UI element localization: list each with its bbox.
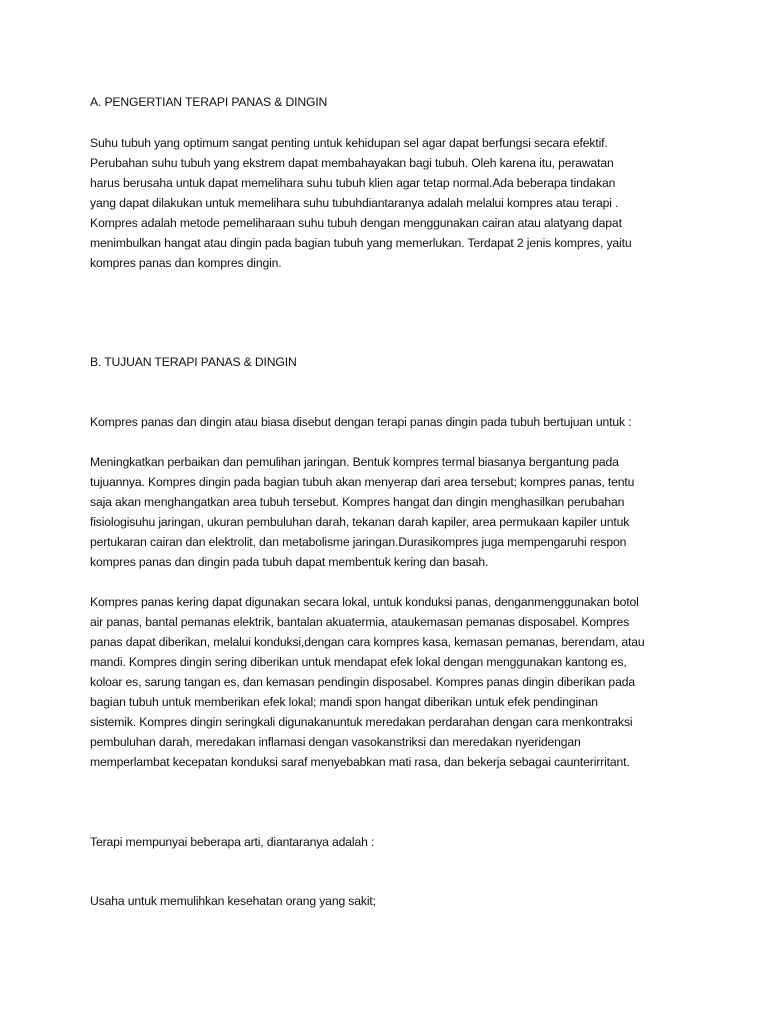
- section-a-line-6: menimbulkan hangat atau dingin pada bagian tubuh yang memerlukan. Terdapat 2 jenis kompres, yaitu: [90, 236, 632, 250]
- section-b-p2-line-2: air panas, bantal pemanas elektrik, bantalan akuatermia, ataukemasan pemanas disposabel. Kompres: [90, 615, 630, 629]
- section-b-p2-line-6: bagian tubuh untuk memberikan efek lokal; mandi spon hangat diberikan untuk efek pendinginan: [90, 695, 598, 709]
- section-a-line-5: Kompres adalah metode pemeliharaan suhu tubuh dengan menggunakan cairan atau alatyang dapat: [90, 216, 622, 230]
- section-a-line-3: harus berusaha untuk dapat memelihara suhu tubuh klien agar tetap normal.Ada beberapa tindakan: [90, 176, 616, 190]
- section-a-line-1: Suhu tubuh yang optimum sangat penting untuk kehidupan sel agar dapat berfungsi secara efektif.: [90, 136, 608, 150]
- section-a-line-2: Perubahan suhu tubuh yang ekstrem dapat membahayakan bagi tubuh. Oleh karena itu, perawatan: [90, 156, 614, 170]
- section-b-p1-line-2: tujuannya. Kompres dingin pada bagian tubuh akan menyerap dari area tersebut; kompres panas, tentu: [90, 475, 635, 489]
- section-b-p2-line-3: panas dapat diberikan, melalui konduksi,dengan cara kompres kasa, kemasan pemanas, berendam, atau: [90, 635, 645, 649]
- section-b-p2-line-1: Kompres panas kering dapat digunakan secara lokal, untuk konduksi panas, denganmenggunakan botol: [90, 595, 639, 609]
- section-b-p2-line-5: koloar es, sarung tangan es, dan kemasan pendingin disposabel. Kompres panas dingin diberikan pada: [90, 675, 635, 689]
- section-a-line-7: kompres panas dan kompres dingin.: [90, 256, 282, 270]
- section-b-p1-line-4: fisiologisuhu jaringan, ukuran pembuluhan darah, tekanan darah kapiler, area permukaan kapiler untuk: [90, 515, 630, 529]
- section-b-p1-line-5: pertukaran cairan dan elektrolit, dan metabolisme jaringan.Durasikompres juga mempengaruhi respon: [90, 535, 627, 549]
- section-b-intro: Kompres panas dan dingin atau biasa disebut dengan terapi panas dingin pada tubuh bertujuan untuk :: [90, 415, 632, 429]
- section-b-heading: B. TUJUAN TERAPI PANAS & DINGIN: [90, 355, 297, 369]
- section-b-p2-line-4: mandi. Kompres dingin sering diberikan untuk mendapat efek lokal dengan menggunakan kantong es,: [90, 655, 627, 669]
- terapi-intro: Terapi mempunyai beberapa arti, diantaranya adalah :: [90, 835, 375, 849]
- section-b-p1-line-6: kompres panas dan dingin pada tubuh dapat membentuk kering dan basah.: [90, 555, 489, 569]
- section-a-heading: A. PENGERTIAN TERAPI PANAS & DINGIN: [90, 95, 328, 109]
- section-b-p1-line-1: Meningkatkan perbaikan dan pemulihan jaringan. Bentuk kompres termal biasanya bergantung pada: [90, 455, 619, 469]
- section-a-line-4: yang dapat dilakukan untuk memelihara suhu tubuhdiantaranya adalah melalui kompres atau terapi .: [90, 196, 619, 210]
- section-b-p2-line-9: memperlambat kecepatan konduksi saraf menyebabkan mati rasa, dan bekerja sebagai caunterirritant.: [90, 755, 630, 769]
- section-b-p2-line-8: pembuluhan darah, meredakan inflamasi dengan vasokanstriksi dan meredakan nyeridengan: [90, 735, 581, 749]
- section-b-p2-line-7: sistemik. Kompres dingin seringkali digunakanuntuk meredakan perdarahan dengan cara menkontraksi: [90, 715, 633, 729]
- section-b-p1-line-3: saja akan menghangatkan area tubuh tersebut. Kompres hangat dan dingin menghasilkan perubahan: [90, 495, 625, 509]
- terapi-item-1: Usaha untuk memulihkan kesehatan orang yang sakit;: [90, 894, 376, 908]
